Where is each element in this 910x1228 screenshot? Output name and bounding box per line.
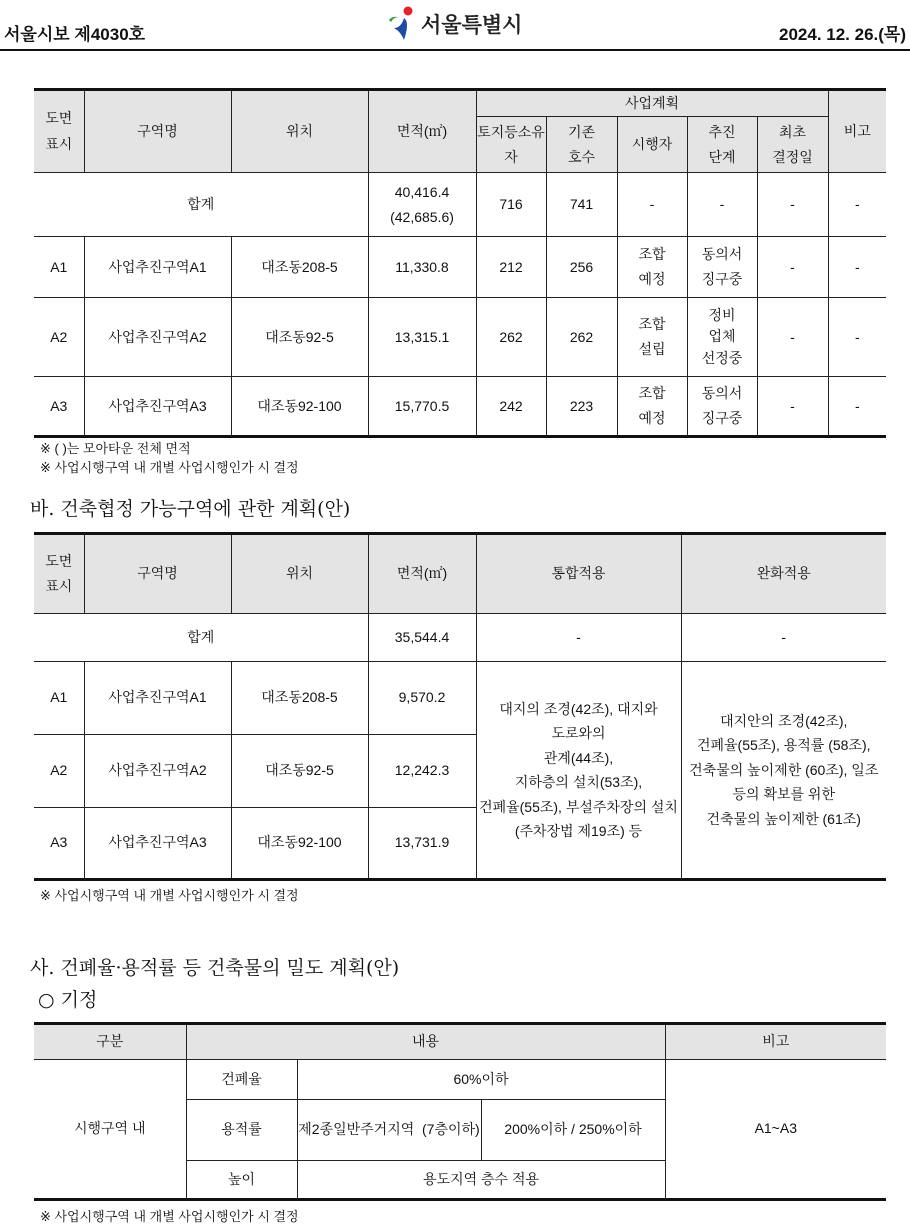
coverage-value: 60%이하 bbox=[297, 1060, 665, 1100]
row-location: 대조동92-5 bbox=[231, 735, 368, 808]
th-area: 면적(㎡) bbox=[368, 534, 476, 614]
table3-note: ※ 사업시행구역 내 개별 사업시행인가 시 결정 bbox=[40, 1209, 299, 1224]
table-row bbox=[34, 1060, 886, 1100]
header-divider bbox=[0, 49, 910, 51]
row-area: 13,315.1 bbox=[368, 298, 476, 377]
th-operator: 시행자 bbox=[617, 117, 687, 173]
row-owners: 212 bbox=[476, 237, 546, 298]
th-area: 면적(㎡) bbox=[368, 90, 476, 173]
row-stage: 정비 업체 선정중 bbox=[687, 298, 757, 377]
category-cell: 시행구역 내 bbox=[34, 1060, 186, 1200]
th-zone: 구역명 bbox=[84, 90, 231, 173]
th-location: 위치 bbox=[231, 90, 368, 173]
height-label: 높이 bbox=[186, 1161, 297, 1200]
row-area: 9,570.2 bbox=[368, 662, 476, 735]
total-row bbox=[34, 614, 886, 662]
row-households: 262 bbox=[546, 298, 617, 377]
row-location: 대조동208-5 bbox=[231, 662, 368, 735]
far-value: 200%이하 / 250%이하 bbox=[481, 1100, 665, 1161]
subsection-existing: ○ 기정 bbox=[38, 989, 98, 1011]
total-area: 40,416.4 (42,685.6) bbox=[368, 173, 476, 237]
row-zone: 사업추진구역A1 bbox=[84, 662, 231, 735]
th-owners: 토지등소유 자 bbox=[476, 117, 546, 173]
table1-note-1: ※ ( )는 모아타운 전체 면적 bbox=[40, 441, 191, 456]
th-content: 내용 bbox=[186, 1024, 665, 1060]
row-location: 대조동92-100 bbox=[231, 808, 368, 880]
seoul-logo bbox=[386, 6, 522, 42]
section-heading-sa: 사. 건폐율·용적률 등 건축물의 밀도 계획(안) bbox=[30, 957, 400, 979]
total-households: 741 bbox=[546, 173, 617, 237]
th-drawing: 도면 표시 bbox=[34, 534, 84, 614]
row-area: 11,330.8 bbox=[368, 237, 476, 298]
th-integrated: 통합적용 bbox=[476, 534, 681, 614]
table-row bbox=[34, 377, 886, 437]
row-owners: 262 bbox=[476, 298, 546, 377]
row-operator: 조합 설립 bbox=[617, 298, 687, 377]
total-label: 합계 bbox=[34, 173, 368, 237]
far-label: 용적률 bbox=[186, 1100, 297, 1161]
height-value: 용도지역 층수 적용 bbox=[297, 1161, 665, 1200]
th-decision: 최초 결정일 bbox=[757, 117, 828, 173]
row-zone: 사업추진구역A1 bbox=[84, 237, 231, 298]
row-code: A1 bbox=[34, 662, 84, 735]
row-code: A3 bbox=[34, 808, 84, 880]
density-plan-table bbox=[34, 1022, 886, 1201]
far-zone: 제2종일반주거지역 (7층이하) bbox=[297, 1100, 481, 1161]
total-integrated: - bbox=[476, 614, 681, 662]
th-stage: 추진 단계 bbox=[687, 117, 757, 173]
table-row bbox=[34, 662, 886, 735]
row-households: 223 bbox=[546, 377, 617, 437]
row-operator: 조합 예정 bbox=[617, 377, 687, 437]
th-business-plan: 사업계획 bbox=[476, 90, 828, 117]
row-remarks: - bbox=[828, 237, 886, 298]
row-code: A2 bbox=[34, 735, 84, 808]
row-zone: 사업추진구역A3 bbox=[84, 377, 231, 437]
table-row bbox=[34, 298, 886, 377]
coverage-label: 건폐율 bbox=[186, 1060, 297, 1100]
building-agreement-table bbox=[34, 532, 886, 881]
th-location: 위치 bbox=[231, 534, 368, 614]
table1-note-2: ※ 사업시행구역 내 개별 사업시행인가 시 결정 bbox=[40, 460, 299, 475]
seoul-logo-text: 서울특별시 bbox=[421, 14, 523, 37]
project-plan-table bbox=[34, 88, 886, 438]
th-remarks: 비고 bbox=[828, 90, 886, 173]
row-remarks: - bbox=[828, 298, 886, 377]
th-zone: 구역명 bbox=[84, 534, 231, 614]
row-area: 12,242.3 bbox=[368, 735, 476, 808]
section-heading-ba: 바. 건축협정 가능구역에 관한 계획(안) bbox=[30, 498, 351, 520]
total-area: 35,544.4 bbox=[368, 614, 476, 662]
row-stage: 동의서 징구중 bbox=[687, 377, 757, 437]
row-location: 대조동92-100 bbox=[231, 377, 368, 437]
row-code: A3 bbox=[34, 377, 84, 437]
row-zone: 사업추진구역A3 bbox=[84, 808, 231, 880]
row-decision: - bbox=[757, 377, 828, 437]
row-stage: 동의서 징구중 bbox=[687, 237, 757, 298]
total-decision: - bbox=[757, 173, 828, 237]
bulletin-number: 서울시보 제4030호 bbox=[4, 25, 146, 44]
th-households: 기존 호수 bbox=[546, 117, 617, 173]
row-zone: 사업추진구역A2 bbox=[84, 298, 231, 377]
row-area: 15,770.5 bbox=[368, 377, 476, 437]
total-owners: 716 bbox=[476, 173, 546, 237]
row-zone: 사업추진구역A2 bbox=[84, 735, 231, 808]
th-category: 구분 bbox=[34, 1024, 186, 1060]
relaxed-provisions: 대지안의 조경(42조), 건폐율(55조), 용적률 (58조), 건축물의 높이제한 (60조), 일조 등의 확보를 위한 건축물의 높이제한 (61조) bbox=[681, 662, 886, 880]
row-decision: - bbox=[757, 298, 828, 377]
remarks-cell: A1~A3 bbox=[665, 1060, 886, 1200]
row-area: 13,731.9 bbox=[368, 808, 476, 880]
table-row bbox=[34, 237, 886, 298]
issue-date: 2024. 12. 26.(목) bbox=[779, 25, 906, 44]
th-drawing: 도면 표시 bbox=[34, 90, 84, 173]
row-owners: 242 bbox=[476, 377, 546, 437]
row-code: A2 bbox=[34, 298, 84, 377]
th-relaxed: 완화적용 bbox=[681, 534, 886, 614]
table2-note: ※ 사업시행구역 내 개별 사업시행인가 시 결정 bbox=[40, 888, 299, 903]
integrated-provisions: 대지의 조경(42조), 대지와 도로와의 관계(44조), 지하층의 설치(53조), 건폐율(55조), 부설주차장의 설치 (주차장법 제19조) 등 bbox=[476, 662, 681, 880]
total-remarks: - bbox=[828, 173, 886, 237]
seoul-logo-icon bbox=[386, 6, 418, 42]
row-operator: 조합 예정 bbox=[617, 237, 687, 298]
total-operator: - bbox=[617, 173, 687, 237]
total-label: 합계 bbox=[34, 614, 368, 662]
row-code: A1 bbox=[34, 237, 84, 298]
total-stage: - bbox=[687, 173, 757, 237]
row-decision: - bbox=[757, 237, 828, 298]
th-remarks: 비고 bbox=[665, 1024, 886, 1060]
row-households: 256 bbox=[546, 237, 617, 298]
row-location: 대조동208-5 bbox=[231, 237, 368, 298]
row-location: 대조동92-5 bbox=[231, 298, 368, 377]
total-row bbox=[34, 173, 886, 237]
total-relaxed: - bbox=[681, 614, 886, 662]
row-remarks: - bbox=[828, 377, 886, 437]
